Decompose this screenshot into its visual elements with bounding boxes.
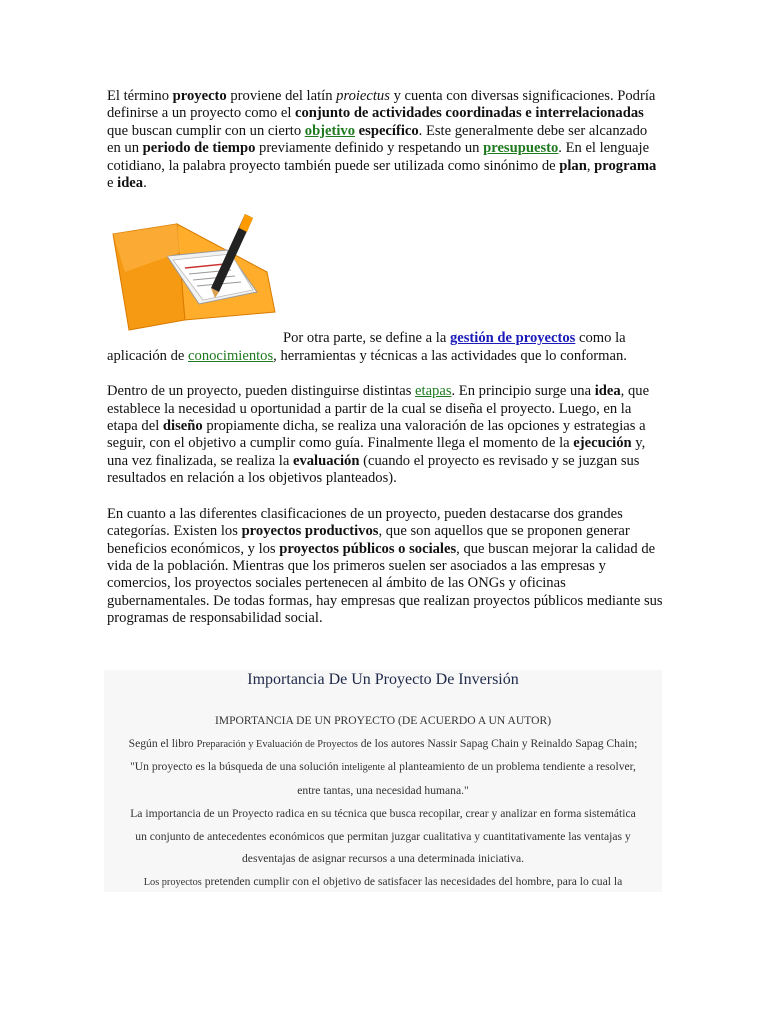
folder-pen-illustration bbox=[107, 212, 279, 336]
section-title: Importancia De Un Proyecto De Inversión bbox=[247, 671, 519, 688]
folder-figure-row bbox=[107, 212, 663, 357]
paragraph-etapas: Dentro de un proyecto, pueden distinguirse distintas etapas. En principio surge una idea, que establece la necesidad u oportunidad a partir de la cual se diseña el proyecto. Luego, en la etapa del diseño propiamente dicha, se realiza una valoración de las opciones y estrategias a seguir, con el objetivo a cumplir como guía. Finalmente llega el momento de la ejecución y, una vez finalizada, se realiza la evaluación (cuando el proyecto es revisado y se juzgan sus resultados en relación a los objetivos planteados). bbox=[107, 383, 650, 487]
section-line: entre tantas, una necesidad humana." bbox=[297, 784, 469, 798]
link-presupuesto[interactable]: presupuesto bbox=[483, 140, 559, 157]
link-objetivo[interactable]: objetivo bbox=[304, 122, 356, 139]
section-line: desventajas de asignar recursos a una determinada iniciativa. bbox=[242, 852, 524, 866]
section-text bbox=[104, 710, 662, 892]
paragraph-gestion: Por otra parte, se define a la gestión de proyectos como la aplicación de conocimientos, herramientas y técnicas a las actividades que lo conforman. bbox=[107, 330, 627, 364]
section-line: "Un proyecto es la búsqueda de una solución inteligente al planteamiento de un problema tendiente a resolver, bbox=[130, 760, 636, 774]
link-etapas[interactable]: etapas bbox=[415, 383, 452, 400]
section-line: IMPORTANCIA DE UN PROYECTO (DE ACUERDO A UN AUTOR) bbox=[214, 714, 552, 727]
section-line: La importancia de un Proyecto radica en su técnica que busca recopilar, crear y analizar en forma sistemática bbox=[130, 806, 636, 820]
link-conocimientos[interactable]: conocimientos bbox=[188, 347, 274, 364]
paragraph-definition: El término proyecto proviene del latín proiectus y cuenta con diversas significaciones. Podría definirse a un proyecto como el conjunto de actividades coordinadas e interrelacionadas que buscan cumplir con un cierto objetivo específico. Este generalmente debe ser alcanzado en un periodo de tiempo previamente definido y respetando un presupuesto. En el lenguaje cotidiano, la palabra proyecto también puede ser utilizada como sinónimo de plan, programa e idea. bbox=[107, 88, 657, 192]
link-gestion-de-proyectos[interactable]: gestión de proyectos bbox=[449, 330, 576, 347]
importancia-section bbox=[104, 670, 662, 892]
section-line: Los proyectos pretenden cumplir con el objetivo de satisfacer las necesidades del hombre, para lo cual la bbox=[143, 874, 623, 888]
section-line: un conjunto de antecedentes económicos que permitan juzgar cualitativa y cuantitativamente las ventajas y bbox=[135, 829, 631, 843]
paragraph-clasificaciones: En cuanto a las diferentes clasificaciones de un proyecto, pueden destacarse dos grandes categorías. Existen los proyectos productivos, que son aquellos que se proponen generar beneficios económicos, y los proyectos públicos o sociales, que buscan mejorar la calidad de vida de la población. Mientras que los primeros suelen ser asociados a las empresas y comercios, los proyectos sociales pertenecen al ámbito de las ONGs y oficinas gubernamentales. De todas formas, hay empresas que realizan proyectos públicos mediante sus programas de responsabilidad social. bbox=[107, 505, 663, 627]
article-body bbox=[107, 88, 663, 628]
section-line: Según el libro Preparación y Evaluación de Proyectos de los autores Nassir Sapag Chain y Reinaldo Sapag Chain; bbox=[128, 736, 638, 750]
